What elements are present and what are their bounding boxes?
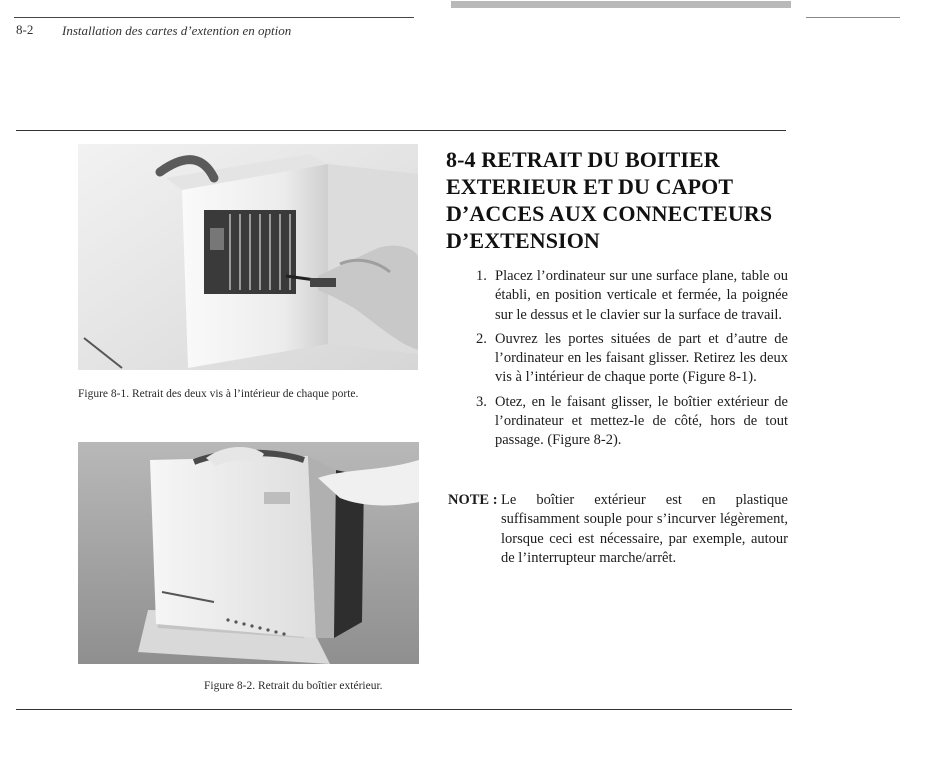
note-block [448,491,788,568]
heading-line: D’EXTENSION [446,228,600,253]
step-number: 1. [476,268,487,284]
footer-rule [16,709,792,710]
step-item [476,330,788,388]
note-label: NOTE : [448,492,498,508]
step-number: 2. [476,330,487,347]
computer-side-door-illustration [78,144,418,370]
figure-8-2-caption: Figure 8-2. Retrait du boîtier extérieur. [204,680,383,692]
figure-8-2-photo [78,442,419,664]
figure-8-1-caption: Figure 8-1. Retrait des deux vis à l’intérieur de chaque porte. [78,388,359,400]
step-number: 3. [476,393,487,410]
step-text: Placez l’ordinateur sur une surface plane, table ou établi, en position verticale et fermée, la poignée sur le dessus et le clavier sur la surface de travail. [495,268,788,323]
heading-line: D’ACCES AUX CONNECTEURS [446,201,773,226]
page-number: 8-2 [16,22,34,37]
heading-line: 8-4 RETRAIT DU BOITIER [446,147,720,172]
header-rule-left [14,17,414,18]
step-item [476,267,788,325]
figure-8-1-photo [78,144,418,370]
note-text: Le boîtier extérieur est en plastique suffisamment souple pour s’incurver légèrement, lorsque ceci est nécessaire, par exemple, autour de l’interrupteur marche/arrêt. [501,492,788,566]
step-text: Otez, en le faisant glisser, le boîtier extérieur de l’ordinateur et mettez-le de côté, hors de tout passage. (Figure 8-2). [495,393,788,449]
section-top-rule [16,130,786,131]
running-title: Installation des cartes d’extention en option [62,23,292,38]
section-heading [446,146,806,254]
header-rule-right [806,17,900,18]
header-grey-bar [451,1,791,8]
outer-case-removal-illustration [78,442,419,664]
step-text: Ouvrez les portes situées de part et d’autre de l’ordinateur en les faisant glisser. Retirez les deux vis à l’intérieur de chaque porte (Figure 8-1). [495,330,788,386]
step-item [476,393,788,451]
steps-list [476,267,788,456]
heading-line: EXTERIEUR ET DU CAPOT [446,174,734,199]
